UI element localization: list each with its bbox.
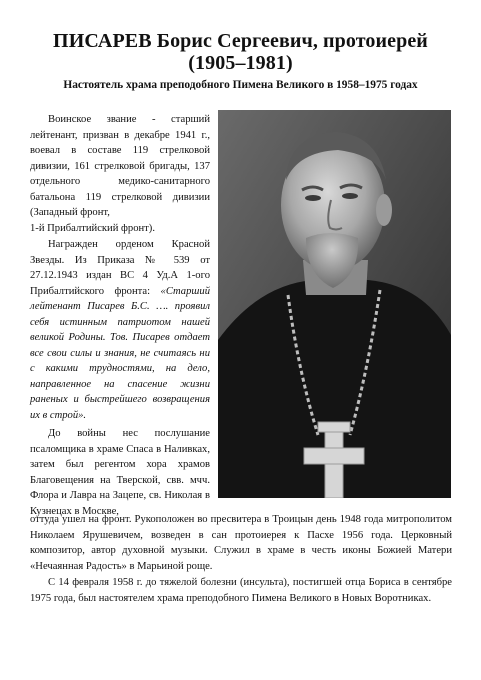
service-text-front: 1-й Прибалтийский фронт). [30,222,155,234]
award-paragraph [30,237,210,423]
award-text [30,237,210,423]
rector-text: С 14 февраля 1958 г. до тяжелой болезни (инсульта), постигшей отца Бориса в сентябре 1975 года, был настоятелем храма преподобного Пимена Великого в Новых Воротниках. [30,577,452,604]
ordination-paragraph [30,512,452,574]
prewar-paragraph [30,426,210,519]
award-quote: «Старший лейтенант Писарев Б.С. …. проявил себя истинным патриотом нашей великой Родины. Тов. Писарев отдает все свои силы и знания, не считаясь ни с какими трудностями, на дело, направленное на спасение жизни раненых и быстрейшего возвращения их в строй». [30,285,210,421]
title-line-1: ПИСАРЕВ Борис Сергеевич, протоиерей [53,30,428,52]
award-order-text: Награжден орденом Красной Звезды. Из Приказа № 539 от 27.12.1943 издан ВС 4 Уд.А 1-ого Прибалтийского фронта: [30,239,210,297]
prewar-text: До войны нес послушание псаломщика в храме Спаса в Наливках, затем был регентом хора храмов Благовещения на Тверской, свв. мчч. Флора и Лавра на Зацепе, св. Николая в Кузнецах в Москве, [30,428,210,517]
ordination-text: оттуда ушел на фронт. Рукоположен во пресвитера в Троицын день 1948 года митрополитом Николаем Ярушевичем, возведен в сан протоиерея к Пасхе 1956 года. Церковный композитор, автор духовной музыки. Служил в храме в честь иконы Божией Матери «Нечаянная Радость» в Марьиной роще. [30,514,452,572]
service-text: Воинское звание - старший лейтенант, призван в декабре 1941 г., воевал в составе 119 стрелковой дивизии, 161 стрелковой бригады, 137 отдельного медико-санитарного батальона 119 стрелковой дивизии (Западный фронт, [30,114,210,218]
title-line-2: (1905–1981) [188,52,293,74]
portrait-illustration [218,110,451,498]
rector-paragraph [30,575,452,606]
page-subtitle: Настоятель храма преподобного Пимена Великого в 1958–1975 годах [63,79,418,91]
service-paragraph [30,112,210,236]
portrait-photo [218,110,451,498]
page-title [0,30,481,74]
